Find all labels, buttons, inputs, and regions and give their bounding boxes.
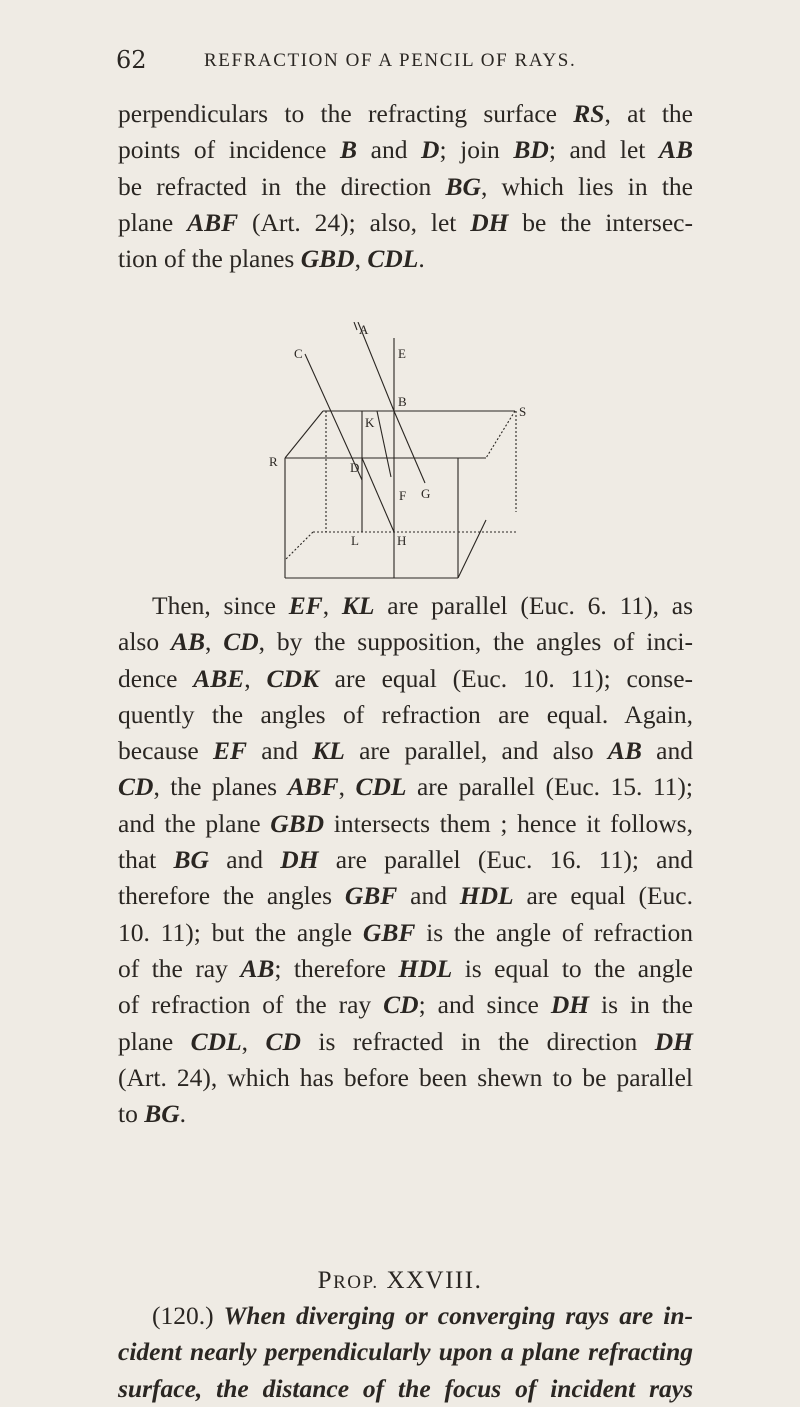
symbol: EF <box>212 736 247 766</box>
text-line: CD, the planes ABF, CDL are parallel (Euc. 15. 11); <box>118 772 693 802</box>
dotted-corner <box>285 532 313 560</box>
symbol: ABE <box>193 663 245 693</box>
text-line: quently the angles of refraction are equal. Again, <box>118 699 693 729</box>
text-line: dence ABE, CDK are equal (Euc. 10. 11); conse- <box>118 663 694 693</box>
ray-bg <box>394 411 425 483</box>
symbol: GBF <box>362 917 416 947</box>
symbol: CD <box>223 627 259 657</box>
label-e: E <box>398 346 406 361</box>
paragraph-3 <box>118 1298 693 1407</box>
text-line: cident nearly perpendicularly upon a plane refracting <box>118 1337 693 1367</box>
label-a: A <box>359 322 369 337</box>
text-line: perpendiculars to the refracting surface RS, at the <box>118 99 694 128</box>
symbol: HDL <box>398 953 453 983</box>
symbol: HDL <box>459 881 514 911</box>
symbol: DH <box>550 990 590 1020</box>
text-line: to BG. <box>118 1099 187 1129</box>
symbol: AB <box>607 736 642 766</box>
symbol: DH <box>470 207 509 237</box>
symbol: ABF <box>287 772 339 802</box>
symbol: AB <box>658 135 693 165</box>
label-h: H <box>397 533 407 548</box>
refraction-diagram <box>253 322 543 582</box>
label-f: F <box>399 488 407 503</box>
text-line: and the plane GBD intersects them ; hence it follows, <box>118 808 693 838</box>
symbol: BG <box>445 171 481 201</box>
symbol: DH <box>654 1026 693 1056</box>
text-line: of the ray AB; therefore HDL is equal to the angle <box>118 953 693 983</box>
symbol: CD <box>265 1026 301 1056</box>
symbol: RS <box>573 99 605 128</box>
text-line: (Art. 24), which has before been shewn to be parallel <box>118 1062 693 1092</box>
label-r: R <box>269 454 278 469</box>
symbol: KL <box>312 736 345 766</box>
symbol: GBD <box>270 808 325 838</box>
page-number: 62 <box>116 46 147 74</box>
running-title: REFRACTION OF A PENCIL OF RAYS. <box>204 50 577 71</box>
symbol: GBD <box>300 244 355 274</box>
text-line: be refracted in the direction BG, which lies in the <box>118 171 694 201</box>
text-line: Then, since EF, KL are parallel (Euc. 6. 11), as <box>152 591 694 620</box>
symbol: CDL <box>355 772 407 802</box>
label-l: L <box>351 533 359 548</box>
label-d: D <box>350 460 360 475</box>
text-line: plane CDL, CD is refracted in the direction DH <box>118 1026 693 1056</box>
symbol: BG <box>144 1099 180 1129</box>
text-line: points of incidence B and D; join BD; and let AB <box>118 135 693 165</box>
ray-ab-upper <box>354 322 357 330</box>
symbol: CDL <box>190 1026 242 1056</box>
paragraph-1 <box>118 96 693 277</box>
text-line: also AB, CD, by the supposition, the angles of inci- <box>118 627 694 657</box>
plane-right-slant <box>486 411 515 458</box>
text-line: of refraction of the ray CD; and since DH is in the <box>118 990 693 1020</box>
label-g: G <box>421 486 431 501</box>
text-line: (120.) When diverging or converging rays are in- <box>152 1301 694 1330</box>
symbol: CD <box>118 772 154 802</box>
text-line: surface, the distance of the focus of incident rays <box>118 1373 693 1403</box>
text-line: tion of the planes GBD, CDL. <box>118 244 425 274</box>
symbol: EF <box>288 591 323 620</box>
symbol: D <box>421 135 440 165</box>
label-c: C <box>294 346 303 361</box>
symbol: CD <box>383 990 419 1020</box>
symbol: ABF <box>187 207 239 237</box>
plane-bf-line <box>377 411 391 477</box>
right-wedge-lower <box>458 520 486 578</box>
symbol: GBF <box>344 881 398 911</box>
text-line: plane ABF (Art. 24); also, let DH be the intersec- <box>118 207 693 237</box>
symbol: CDL <box>367 244 419 274</box>
symbol: BD <box>513 135 549 165</box>
symbol: KL <box>341 591 375 620</box>
plane-left-slant <box>285 411 323 458</box>
paragraph-2 <box>118 588 693 1132</box>
label-s: S <box>519 404 527 419</box>
symbol: DH <box>280 845 319 875</box>
label-b: B <box>398 394 407 409</box>
text-line: because EF and KL are parallel, and also AB and <box>118 736 693 766</box>
symbol: AB <box>240 953 275 983</box>
label-k: K <box>365 415 375 430</box>
text-line: 10. 11); but the angle GBF is the angle of refraction <box>118 917 693 947</box>
symbol: CDK <box>266 663 319 693</box>
text-line: that BG and DH are parallel (Euc. 16. 11); and <box>118 845 693 875</box>
symbol: AB <box>170 627 205 657</box>
symbol: BG <box>173 845 209 875</box>
proposition-heading: PROP. XXVIII. <box>317 1267 483 1294</box>
symbol: B <box>340 135 358 165</box>
text-line: therefore the angles GBF and HDL are equal (Euc. <box>118 881 693 911</box>
